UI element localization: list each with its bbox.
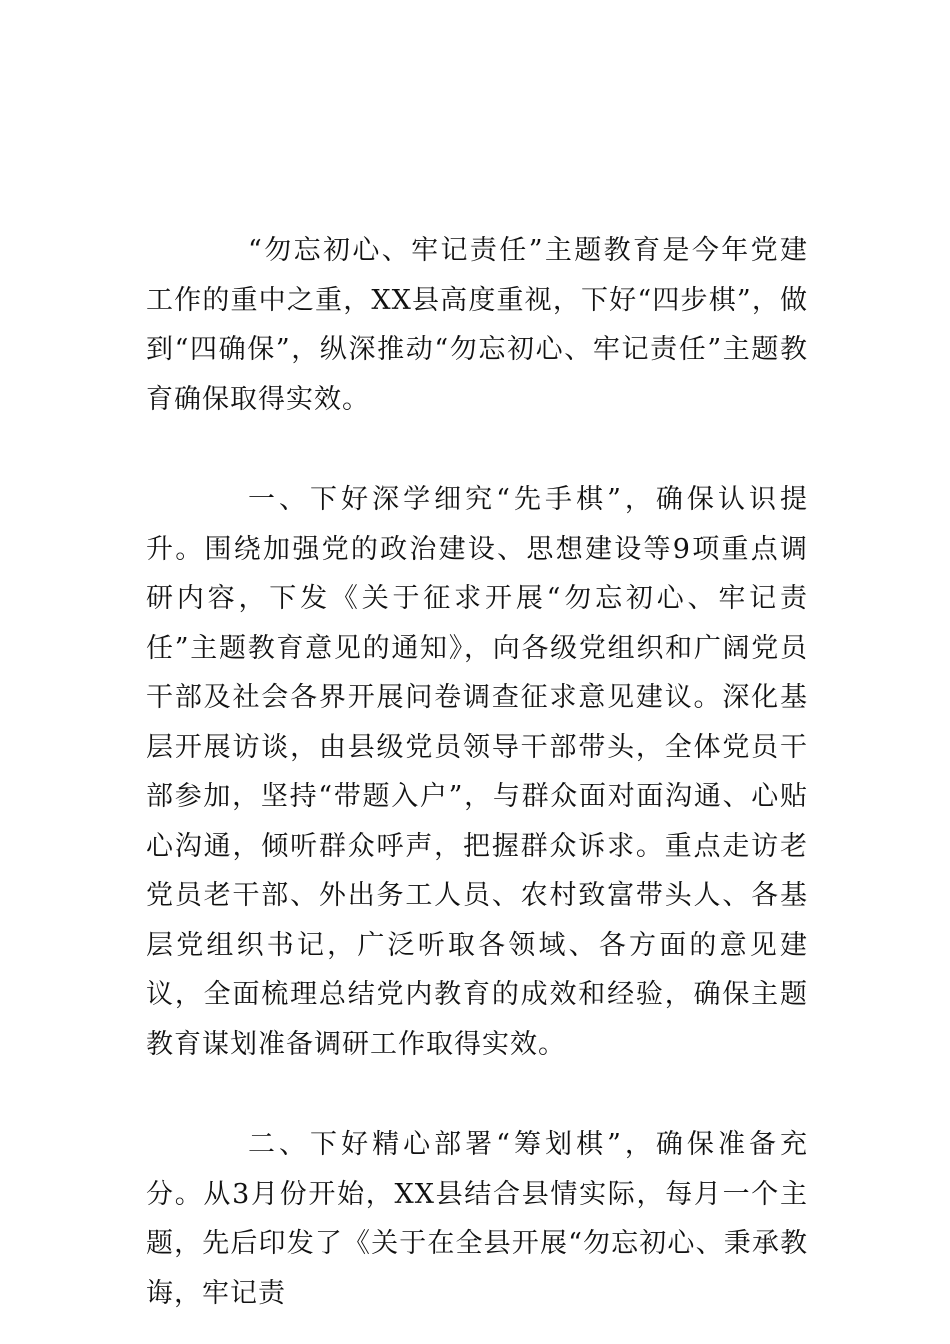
section-two-paragraph: 二、下好精心部署“筹划棋”，确保准备充分。从3月份开始，XX县结合县情实际，每月一个主题，先后印发了《关于在全县开展“勿忘初心、秉承教诲，牢记责 [146,1129,808,1309]
paragraph-spacer [146,1069,808,1120]
document-body [146,226,808,1318]
paragraph-spacer [146,424,808,475]
intro-paragraph: “勿忘初心、牢记责任”主题教育是今年党建工作的重中之重，XX县高度重视，下好“四步棋”，做到“四确保”，纵深推动“勿忘初心、牢记责任”主题教育确保取得实效。 [146,235,808,415]
section-one-paragraph: 一、下好深学细究“先手棋”，确保认识提升。围绕加强党的政治建设、思想建设等9项重点调研内容，下发《关于征求开展“勿忘初心、牢记责任”主题教育意见的通知》，向各级党组织和广阔党员干部及社会各界开展问卷调查征求意见建议。深化基层开展访谈，由县级党员领导干部带头，全体党员干部参加，坚持“带题入户”，与群众面对面沟通、心贴心沟通，倾听群众呼声，把握群众诉求。重点走访老党员老干部、外出务工人员、农村致富带头人、各基层党组织书记，广泛听取各领域、各方面的意见建议，全面梳理总结党内教育的成效和经验，确保主题教育谋划准备调研工作取得实效。 [146,484,808,1060]
